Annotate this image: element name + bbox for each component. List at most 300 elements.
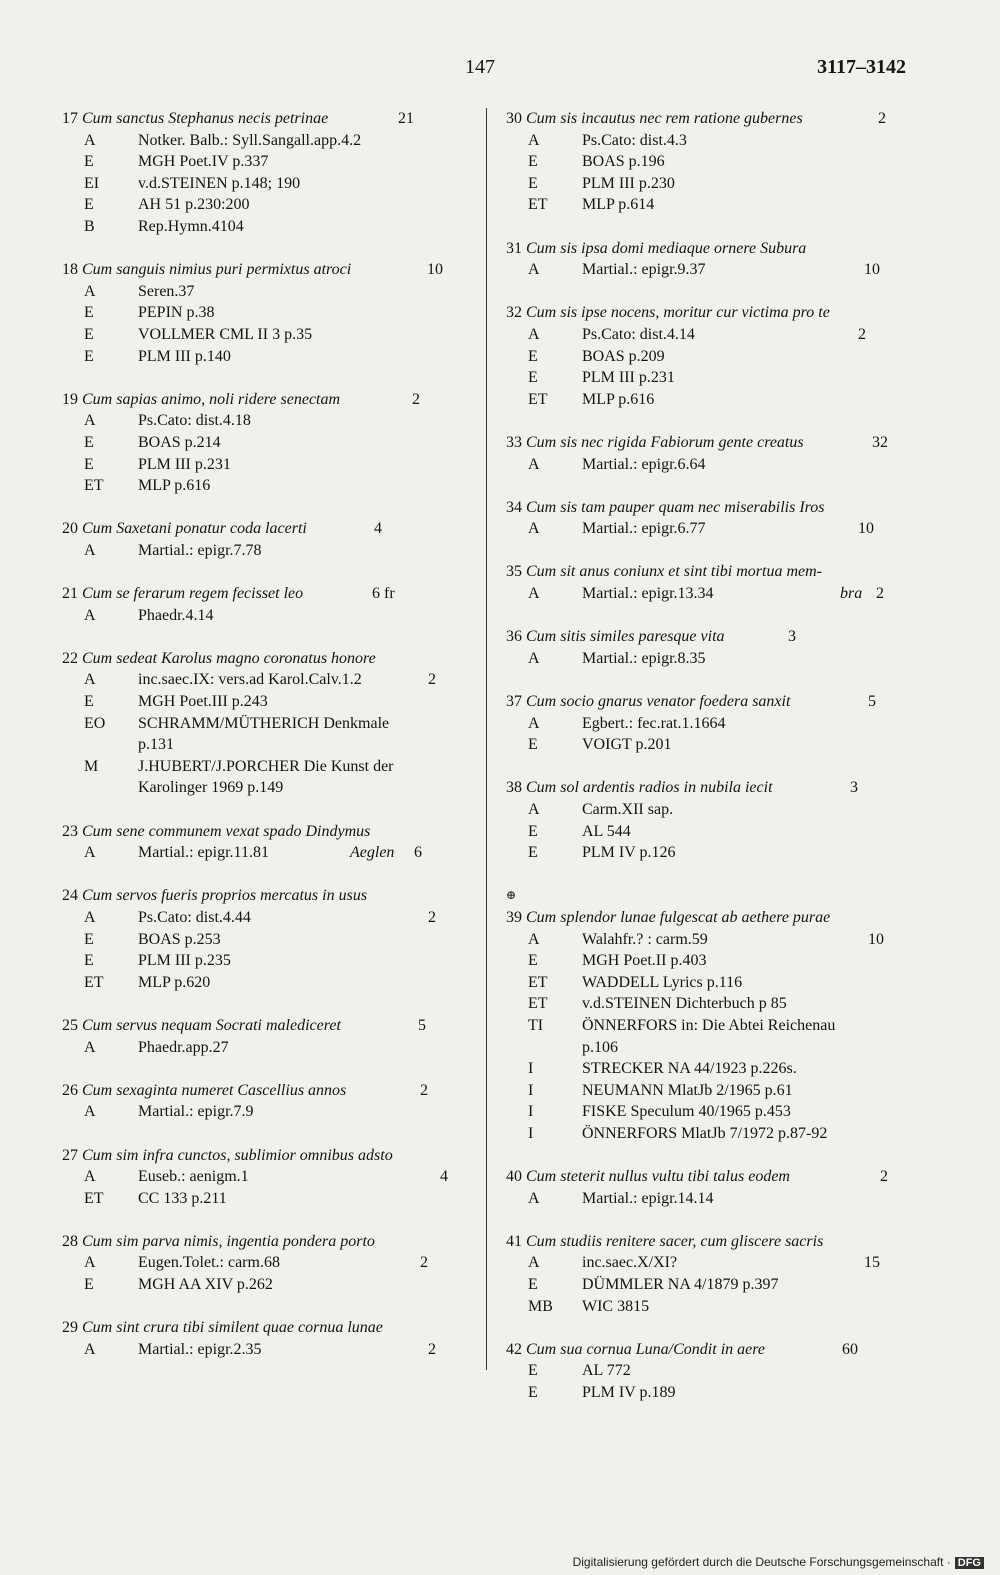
source-line (506, 821, 910, 843)
source-line (506, 993, 910, 1015)
source-code: A (528, 261, 540, 279)
index-entry (506, 777, 910, 863)
source-reference: AL 544 (582, 822, 631, 840)
entry-spacer (506, 1209, 910, 1231)
source-code: E (528, 1384, 538, 1402)
index-entry (506, 626, 910, 669)
footer-text: Digitalisierung gefördert durch die Deutsche Forschungsgemeinschaft · (572, 1555, 951, 1569)
verse-count: 5 (868, 693, 876, 711)
index-entry (62, 1080, 478, 1123)
source-reference: MGH AA XIV p.262 (138, 1276, 273, 1294)
entry-heading (506, 561, 910, 583)
source-code: E (528, 822, 538, 840)
source-reference: Carm.XII sap. (582, 801, 674, 818)
source-reference: Ps.Cato: dist.4.14 (582, 325, 695, 343)
source-reference: Rep.Hymn.4104 (138, 217, 244, 235)
source-line (62, 216, 478, 238)
entry-heading (62, 1317, 478, 1339)
source-line (62, 475, 478, 497)
source-reference: Martial.: epigr.9.37 (582, 261, 706, 279)
index-entry (62, 389, 478, 497)
entry-number: 34 (506, 498, 522, 516)
source-line (506, 259, 910, 281)
entry-number: 29 (62, 1319, 78, 1337)
index-entry (506, 691, 910, 756)
source-code: E (84, 952, 94, 970)
entry-incipit: Cum sol ardentis radios in nubila iecit (526, 779, 773, 797)
source-reference: p.106 (582, 1038, 618, 1056)
source-reference: PLM III p.230 (582, 174, 675, 192)
source-reference: Martial.: epigr.2.35 (138, 1340, 262, 1358)
source-code: A (528, 325, 540, 343)
source-line (506, 713, 910, 735)
entry-heading (506, 108, 910, 130)
source-code: E (84, 196, 94, 214)
index-entry (506, 1339, 910, 1404)
source-note: Aeglen (350, 844, 395, 862)
source-code: ET (528, 973, 548, 991)
entry-spacer (62, 626, 478, 648)
source-code: A (84, 412, 96, 430)
source-reference: Seren.37 (138, 282, 195, 300)
source-reference: v.d.STEINEN Dichterbuch p 85 (582, 995, 787, 1013)
verse-count: 2 (428, 1340, 436, 1358)
index-entry (62, 1231, 478, 1296)
source-reference: PLM III p.231 (138, 455, 231, 473)
entry-spacer (62, 1296, 478, 1318)
source-reference: Egbert.: fec.rat.1.1664 (582, 714, 726, 732)
entry-incipit: Cum sedeat Karolus magno coronatus honore (82, 649, 376, 667)
verse-count: 4 (374, 520, 382, 538)
source-reference: CC 133 p.211 (138, 1189, 227, 1207)
entry-heading (506, 1339, 910, 1361)
source-line (62, 432, 478, 454)
source-line (506, 518, 910, 540)
source-line (506, 454, 910, 476)
source-line (506, 929, 910, 951)
entry-number: 36 (506, 628, 522, 646)
source-reference: Karolinger 1969 p.149 (138, 779, 284, 797)
source-code: A (84, 844, 96, 862)
source-code: I (528, 1124, 534, 1142)
entry-heading (506, 238, 910, 260)
entry-number: 22 (62, 649, 78, 667)
entry-incipit: Cum se ferarum regem fecisset leo (82, 585, 304, 603)
source-code: E (528, 1362, 538, 1380)
verse-count: 2 (420, 1254, 428, 1272)
entry-heading (506, 432, 910, 454)
source-code: EI (84, 174, 100, 192)
entry-spacer (506, 281, 910, 303)
source-reference: Euseb.: aenigm.1 (138, 1168, 249, 1186)
verse-count: 4 (440, 1168, 448, 1186)
source-code: E (84, 693, 94, 711)
source-line (62, 691, 478, 713)
entry-range: 3117–3142 (817, 56, 906, 78)
entry-heading (62, 821, 478, 843)
entry-heading (506, 497, 910, 519)
source-line (62, 130, 478, 152)
source-line (62, 734, 478, 756)
entry-incipit: Cum Saxetani ponatur coda lacerti (82, 520, 307, 538)
source-code: A (528, 801, 540, 818)
source-code: A (84, 1340, 96, 1358)
source-code: A (84, 1103, 96, 1121)
index-entry (62, 108, 478, 238)
entry-incipit: Cum sitis similes paresque vita (526, 628, 725, 646)
source-line (506, 346, 910, 368)
source-line (506, 1101, 910, 1123)
source-line (62, 1252, 478, 1274)
source-line (506, 972, 910, 994)
verse-count: 2 (428, 671, 436, 689)
entry-heading (506, 1166, 910, 1188)
entry-heading (506, 691, 910, 713)
source-line (506, 1080, 910, 1102)
source-code: ET (528, 995, 548, 1013)
source-code: E (84, 325, 94, 343)
source-code: E (528, 347, 538, 365)
source-reference: v.d.STEINEN p.148; 190 (138, 174, 301, 192)
source-reference: ÖNNERFORS in: Die Abtei Reichenau (582, 1016, 836, 1034)
verse-count: 32 (872, 433, 888, 451)
entry-incipit: Cum sua cornua Luna/Condit in aere (526, 1340, 765, 1358)
source-line (62, 842, 478, 864)
source-line (62, 972, 478, 994)
source-code: E (84, 930, 94, 948)
source-line (62, 540, 478, 562)
source-reference: BOAS p.214 (138, 433, 221, 451)
dfg-logo: DFG (955, 1557, 984, 1569)
verse-count: 10 (864, 261, 880, 279)
entry-heading (62, 583, 478, 605)
index-entry (506, 432, 910, 475)
source-line (506, 367, 910, 389)
source-reference: VOIGT p.201 (582, 736, 672, 754)
source-code: A (528, 649, 540, 667)
entry-incipit: Cum sis tam pauper quam nec miserabilis Iros (526, 498, 825, 516)
source-code: A (528, 131, 540, 149)
source-code: E (528, 736, 538, 754)
source-line (62, 605, 478, 627)
source-line (62, 173, 478, 195)
index-entry (506, 1166, 910, 1209)
source-line (62, 346, 478, 368)
source-reference: Notker. Balb.: Syll.Sangall.app.4.2 (138, 131, 362, 149)
source-code: E (84, 304, 94, 322)
index-entry (506, 108, 910, 216)
entry-incipit: Cum sint crura tibi similent quae cornua lunae (82, 1319, 383, 1337)
source-reference: MLP p.620 (138, 973, 211, 991)
entry-incipit: Cum sapias animo, noli ridere senectam (82, 390, 341, 408)
entry-incipit: Cum sis ipsa domi mediaque ornere Subura (526, 239, 807, 257)
entry-spacer (506, 669, 910, 691)
source-code: A (528, 1189, 540, 1207)
source-reference: Martial.: epigr.14.14 (582, 1189, 714, 1207)
source-reference: Martial.: epigr.7.78 (138, 541, 262, 559)
entry-spacer (506, 756, 910, 778)
source-code: MB (528, 1297, 553, 1315)
source-code: A (84, 131, 96, 149)
source-reference: Eugen.Tolet.: carm.68 (138, 1254, 280, 1272)
footer-credit (573, 1555, 984, 1569)
entry-spacer (62, 561, 478, 583)
entry-spacer (62, 367, 478, 389)
verse-count: 2 (412, 390, 420, 408)
entry-heading (62, 885, 478, 907)
entry-number: 17 (62, 110, 78, 127)
source-line (506, 130, 910, 152)
entry-number: 33 (506, 433, 522, 451)
source-reference: Walahfr.? : carm.59 (582, 930, 708, 948)
source-note: bra (840, 585, 863, 603)
source-reference: PLM III p.140 (138, 347, 231, 365)
entry-number: 28 (62, 1232, 78, 1250)
source-line (506, 799, 910, 821)
verse-count: 2 (880, 1168, 888, 1186)
source-code: M (84, 757, 99, 775)
entry-spacer (62, 799, 478, 821)
source-reference: WADDELL Lyrics p.116 (582, 973, 743, 991)
entry-heading (62, 1015, 478, 1037)
source-reference: PEPIN p.38 (138, 304, 215, 322)
source-code: A (528, 714, 540, 732)
source-reference: PLM III p.231 (582, 369, 675, 387)
source-line (62, 950, 478, 972)
source-reference: Martial.: epigr.13.34 (582, 585, 714, 603)
entry-number: 40 (506, 1168, 522, 1186)
entry-number: 27 (62, 1146, 78, 1164)
source-line (62, 324, 478, 346)
source-reference: WIC 3815 (582, 1297, 650, 1315)
entry-number: 31 (506, 239, 522, 257)
source-code: A (528, 585, 540, 603)
verse-count: 2 (876, 585, 884, 603)
entry-spacer (62, 864, 478, 886)
entry-number: 25 (62, 1016, 78, 1034)
source-code: E (528, 174, 538, 192)
entry-heading (62, 389, 478, 411)
entry-heading (62, 1231, 478, 1253)
entry-heading (62, 648, 478, 670)
source-reference: MLP p.616 (582, 390, 655, 408)
source-line (506, 1058, 910, 1080)
entry-heading (506, 626, 910, 648)
entry-incipit: Cum socio gnarus venator foedera sanxit (526, 693, 791, 711)
entry-marker: ⊕ (506, 888, 517, 903)
index-entry (506, 238, 910, 281)
source-reference: Ps.Cato: dist.4.3 (582, 131, 687, 149)
index-entry (62, 583, 478, 626)
index-entry (62, 1145, 478, 1210)
verse-count: 15 (864, 1254, 880, 1272)
entry-heading (506, 907, 910, 929)
source-code: A (528, 930, 540, 948)
source-line (62, 669, 478, 691)
source-code: E (528, 952, 538, 970)
source-reference: J.HUBERT/J.PORCHER Die Kunst der (138, 757, 394, 775)
source-code: ET (84, 477, 104, 495)
source-line (62, 1274, 478, 1296)
entry-heading (62, 518, 478, 540)
entry-heading (62, 1145, 478, 1167)
source-reference: Martial.: epigr.8.35 (582, 649, 706, 667)
source-code: ET (528, 196, 548, 214)
source-code: I (528, 1060, 534, 1078)
source-line (506, 1382, 910, 1404)
entry-heading (62, 259, 478, 281)
source-reference: inc.saec.X/XI? (582, 1254, 678, 1272)
entry-heading (506, 302, 910, 324)
page-number: 147 (465, 56, 495, 78)
source-line (62, 151, 478, 173)
entry-spacer (62, 993, 478, 1015)
entry-spacer (506, 864, 910, 886)
entry-number: 18 (62, 261, 78, 279)
entry-number: 42 (506, 1340, 522, 1358)
source-code: I (528, 1081, 534, 1099)
verse-count: 10 (858, 520, 874, 538)
source-reference: FISKE Speculum 40/1965 p.453 (582, 1103, 791, 1121)
entry-heading (62, 1080, 478, 1102)
entry-number: 23 (62, 822, 78, 840)
source-code: A (84, 541, 96, 559)
source-code: ET (84, 1189, 104, 1207)
source-code: A (84, 1254, 96, 1272)
index-entry (62, 648, 478, 799)
source-line (506, 583, 910, 605)
source-code: B (84, 217, 95, 235)
entry-number: 37 (506, 693, 522, 711)
source-reference: BOAS p.196 (582, 153, 665, 171)
source-reference: BOAS p.209 (582, 347, 665, 365)
index-entry (506, 561, 910, 604)
source-code: ET (84, 973, 104, 991)
source-reference: MLP p.614 (582, 196, 655, 214)
source-code: E (528, 369, 538, 387)
entry-number: 30 (506, 110, 522, 127)
source-reference: MLP p.616 (138, 477, 211, 495)
right-column (506, 108, 910, 1404)
entry-incipit: Cum sim infra cunctos, sublimior omnibus adsto (82, 1146, 393, 1164)
entry-spacer (506, 605, 910, 627)
source-code: A (84, 1168, 96, 1186)
source-line (62, 302, 478, 324)
entry-heading (506, 1231, 910, 1253)
entry-incipit: Cum steterit nullus vultu tibi talus eodem (526, 1168, 790, 1186)
entry-incipit: Cum sexaginta numeret Cascellius annos (82, 1081, 347, 1099)
source-code: E (84, 455, 94, 473)
source-line (506, 1360, 910, 1382)
source-reference: AH 51 p.230:200 (138, 196, 250, 214)
source-code: E (528, 153, 538, 171)
source-reference: Martial.: epigr.6.77 (582, 520, 706, 538)
source-code: ET (528, 390, 548, 408)
source-line (62, 410, 478, 432)
verse-count: 3 (788, 628, 796, 646)
entry-spacer (62, 497, 478, 519)
entry-spacer (506, 216, 910, 238)
entry-number: 41 (506, 1232, 522, 1250)
source-code: TI (528, 1016, 544, 1034)
entry-incipit: Cum servos fueris proprios mercatus in usus (82, 887, 368, 905)
source-line (506, 1252, 910, 1274)
source-reference: Martial.: epigr.6.64 (582, 455, 706, 473)
source-reference: STRECKER NA 44/1923 p.226s. (582, 1060, 797, 1078)
source-code: E (84, 347, 94, 365)
verse-count: 2 (420, 1081, 428, 1099)
source-reference: p.131 (138, 736, 174, 754)
verse-count: 10 (427, 261, 443, 279)
source-line (62, 929, 478, 951)
verse-count: 3 (850, 779, 858, 797)
index-entry (506, 1231, 910, 1317)
source-reference: MGH Poet.IV p.337 (138, 153, 269, 171)
source-line (506, 173, 910, 195)
source-code: E (84, 153, 94, 171)
source-line (62, 281, 478, 303)
source-code: A (84, 908, 96, 926)
source-line (62, 1188, 478, 1210)
source-reference: Phaedr.4.14 (138, 606, 214, 624)
entry-incipit: Cum sanctus Stephanus necis petrinae (82, 110, 329, 127)
entry-number: 26 (62, 1081, 78, 1099)
left-column (62, 108, 478, 1360)
source-reference: DÜMMLER NA 4/1879 p.397 (582, 1276, 779, 1294)
column-divider (486, 108, 487, 1370)
source-code: I (528, 1103, 534, 1121)
source-code: E (528, 844, 538, 862)
verse-count: 2 (858, 325, 866, 343)
verse-count: 2 (878, 110, 886, 127)
source-code: A (528, 1254, 540, 1272)
source-reference: inc.saec.IX: vers.ad Karol.Calv.1.2 (138, 671, 362, 689)
source-line (506, 1123, 910, 1145)
source-code: A (528, 455, 540, 473)
source-reference: SCHRAMM/MÜTHERICH Denkmale (138, 714, 390, 732)
entry-number: 20 (62, 520, 78, 538)
source-code: A (84, 671, 96, 689)
verse-count: 60 (842, 1340, 858, 1358)
source-line (62, 1339, 478, 1361)
source-line (62, 907, 478, 929)
source-reference: PLM IV p.189 (582, 1384, 676, 1402)
source-code: A (84, 606, 96, 624)
entry-incipit: Cum sis nec rigida Fabiorum gente creatus (526, 433, 804, 451)
source-code: EO (84, 714, 106, 732)
entry-incipit: Cum studiis renitere sacer, cum gliscere sacris (526, 1232, 824, 1250)
source-reference: Phaedr.app.27 (138, 1038, 229, 1056)
source-line (506, 950, 910, 972)
entry-incipit: Cum sene communem vexat spado Dindymus (82, 822, 371, 840)
source-line (506, 734, 910, 756)
entry-heading (62, 108, 478, 130)
verse-count: 10 (868, 930, 884, 948)
entry-heading (506, 777, 910, 799)
source-line (506, 1015, 910, 1037)
entry-incipit: Cum sis ipse nocens, moritur cur victima pro te (526, 304, 830, 322)
source-line (506, 324, 910, 346)
entry-number: 38 (506, 779, 522, 797)
source-code: A (84, 1038, 96, 1056)
source-line (506, 194, 910, 216)
source-line (506, 389, 910, 411)
source-line (506, 151, 910, 173)
index-entry (62, 1015, 478, 1058)
index-entry (62, 518, 478, 561)
source-reference: NEUMANN MlatJb 2/1965 p.61 (582, 1081, 793, 1099)
source-reference: VOLLMER CML II 3 p.35 (138, 325, 313, 343)
